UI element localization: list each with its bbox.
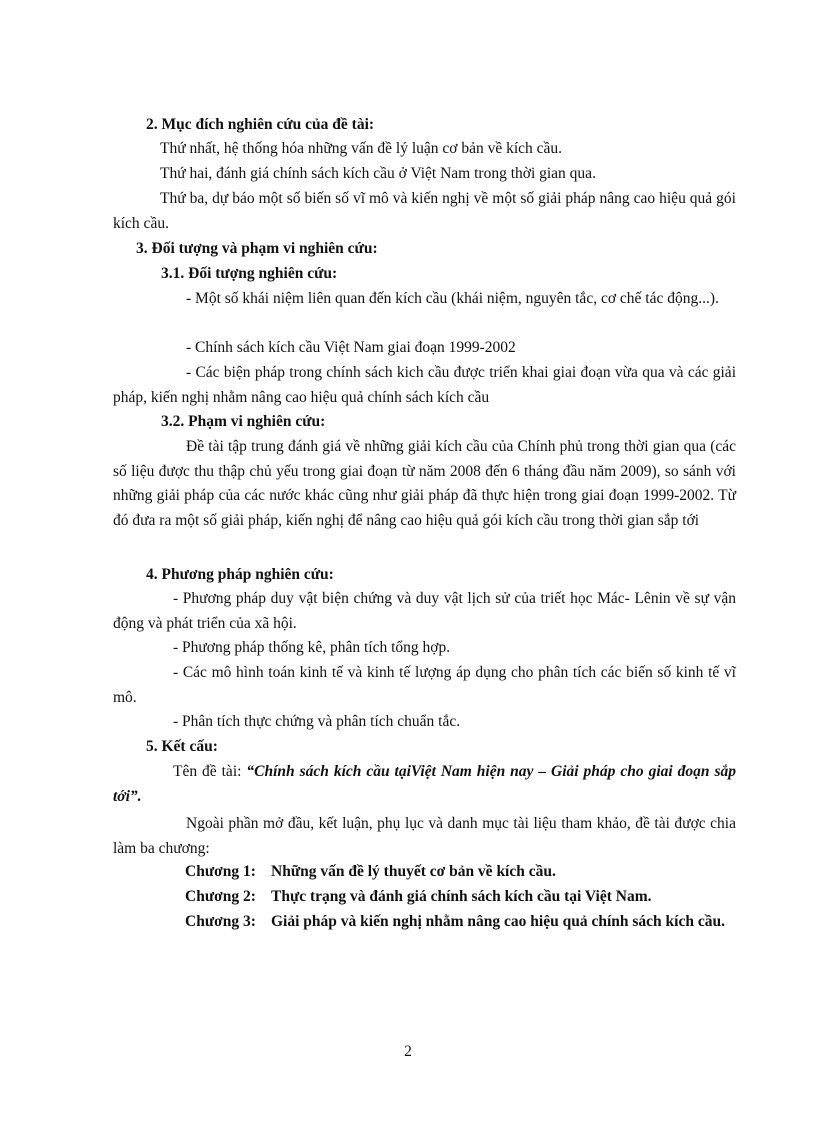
thesis-title: “Chính sách kích cầu tạiViệt Nam hiện nay – Giải pháp cho giai đoạn sắp tới”. — [113, 763, 736, 805]
chapter-2 — [185, 885, 737, 910]
chapter-3 — [185, 910, 737, 935]
section-3-2-heading: 3.2. Phạm vi nghiên cứu: — [161, 413, 326, 430]
chapter-2-label: Chương 2: — [185, 888, 256, 905]
title-prefix: Tên đề tài: — [173, 763, 247, 780]
section-4-para-3: - Các mô hình toán kinh tế và kinh tế lượng áp dụng cho phân tích các biến số kinh tế vĩ mô. — [113, 664, 736, 706]
section-3-1-para-2: - Chính sách kích cầu Việt Nam giai đoạn 1999-2002 — [186, 339, 516, 356]
page-number: 2 — [404, 1043, 412, 1060]
chapter-3-text: Giải pháp và kiến nghị nhằm nâng cao hiệu quả chính sách kích cầu. — [271, 913, 725, 930]
section-3-2-para-1: Đề tài tập trung đánh giá về những giải kích cầu của Chính phủ trong thời gian qua (các số liệu được thu thập chủ yếu trong giai đoạn từ năm 2008 đến 6 tháng đầu năm 2009), so sánh với những giải pháp của các nước khác cũng như giải pháp đã thực hiện trong giai đoạn 1999-2002. Từ đó đưa ra một số giải pháp, kiến nghị để nâng cao hiệu quả gói kích cầu trong thời gian sắp tới — [113, 438, 736, 529]
section-4-heading: 4. Phương pháp nghiên cứu: — [146, 566, 334, 583]
chapter-1-text: Những vấn đề lý thuyết cơ bản về kích cầu. — [271, 863, 556, 880]
section-2-para-3: Thứ ba, dự báo một số biến số vĩ mô và kiến nghị về một số giải pháp nâng cao hiệu quả gói kích cầu. — [113, 190, 736, 232]
section-5-heading: 5. Kết cấu: — [146, 738, 218, 755]
section-5-intro: Ngoài phần mở đầu, kết luận, phụ lục và danh mục tài liệu tham khảo, đề tài được chia làm ba chương: — [113, 815, 736, 857]
section-3-heading: 3. Đối tượng và phạm vi nghiên cứu: — [136, 240, 378, 257]
section-5-title-line — [113, 760, 736, 809]
section-3-1-para-3: - Các biện pháp trong chính sách kich cầu được triển khai giai đoạn vừa qua và các giải pháp, kiến nghị nhằm nâng cao hiệu quả chính sách kích cầu — [113, 364, 736, 406]
chapter-2-text: Thực trạng và đánh giá chính sách kích cầu tại Việt Nam. — [271, 888, 652, 905]
chapter-1 — [185, 860, 737, 885]
chapter-1-label: Chương 1: — [185, 863, 256, 880]
section-4-para-4: - Phân tích thực chứng và phân tích chuẩn tắc. — [173, 713, 461, 730]
section-2-para-1: Thứ nhất, hệ thống hóa những vấn đề lý luận cơ bản về kích cầu. — [160, 140, 563, 157]
section-3-1-para-1: - Một số khái niệm liên quan đến kích cầu (khái niệm, nguyên tắc, cơ chế tác động...). — [186, 290, 719, 307]
section-4-para-2: - Phương pháp thống kê, phân tích tổng hợp. — [173, 639, 451, 656]
section-2-para-2: Thứ hai, đánh giá chính sách kích cầu ở Việt Nam trong thời gian qua. — [160, 165, 596, 182]
chapter-3-label: Chương 3: — [185, 913, 256, 930]
section-4-para-1: - Phương pháp duy vật biện chứng và duy vật lịch sử của triết học Mác- Lênin về sự vận động và phát triển của xã hội. — [113, 590, 736, 632]
section-2-heading: 2. Mục đích nghiên cứu của đề tài: — [146, 116, 375, 133]
section-3-1-heading: 3.1. Đối tượng nghiên cứu: — [161, 265, 338, 282]
